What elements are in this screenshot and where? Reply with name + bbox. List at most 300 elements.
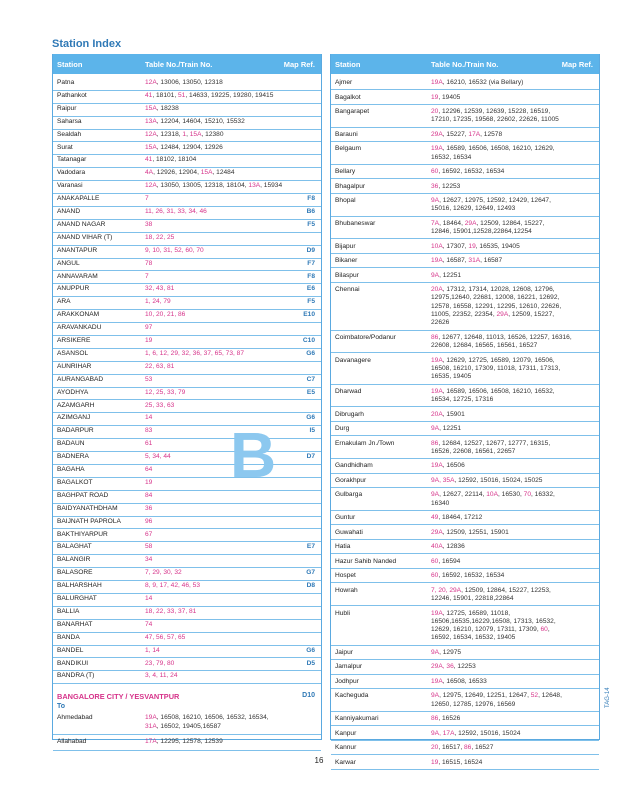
train-segment: , 12253 (438, 182, 461, 190)
table-row (331, 130, 599, 142)
train-segment: , 16502, 19405,16587 (156, 722, 221, 730)
train-segment: , 12592, 15016, 15024, 15025 (454, 476, 543, 484)
train-segment: 74 (145, 620, 153, 628)
table-row (53, 659, 321, 672)
train-list (145, 92, 305, 100)
train-list (431, 197, 591, 214)
table-row (331, 439, 599, 460)
train-list (431, 257, 591, 265)
train-list (145, 156, 305, 164)
table-row (53, 517, 321, 530)
station-name: BALANGIR (57, 556, 91, 564)
train-list (145, 131, 305, 139)
station-name: ANANTAPUR (57, 246, 98, 254)
table-row (331, 144, 599, 165)
station-name: ASANSOL (57, 349, 89, 357)
train-list (145, 402, 305, 410)
train-segment: , 16589, 16506, 16508, 16210, 16532, (442, 387, 555, 395)
station-name: Bijapur (335, 242, 356, 250)
train-list (145, 195, 305, 203)
train-segment: 19 (468, 242, 476, 250)
train-line (431, 197, 591, 205)
table-row (331, 182, 599, 194)
header-station: Station (335, 60, 361, 69)
train-list (431, 94, 591, 102)
train-list (145, 260, 305, 268)
train-segment: , 16210, 16532 (via Bellary) (442, 79, 524, 86)
train-segment: 32, 43, 81 (145, 285, 175, 293)
train-segment: 17A (145, 738, 157, 746)
station-name: Gorakhpur (335, 476, 367, 484)
table-row (53, 620, 321, 633)
station-name: ANAND VIHAR (T) (57, 233, 113, 241)
train-list (145, 595, 305, 603)
train-list (431, 529, 591, 537)
train-segment: 86 (431, 715, 439, 723)
station-name: Patna (57, 79, 75, 86)
train-segment: , 12975 (439, 648, 462, 656)
table-row (53, 259, 321, 272)
train-segment: , 12380 (201, 130, 224, 138)
station-name: Kanniyakumari (335, 715, 379, 723)
train-segment: 60 (431, 572, 439, 580)
station-name: Chennai (335, 286, 360, 294)
train-segment: 47, 56, 57, 65 (145, 633, 186, 641)
train-segment: , 16592, 16532, 16534 (438, 168, 505, 176)
train-line (431, 257, 591, 265)
train-segment: , 16530, (498, 491, 524, 499)
station-name: Hubli (335, 609, 351, 617)
train-segment: 9A (431, 692, 440, 700)
table-row (331, 557, 599, 569)
train-segment: , 16535, 19405 (475, 242, 520, 250)
table-row (331, 648, 599, 660)
train-line (431, 342, 591, 350)
train-line (145, 723, 305, 731)
train-list (145, 582, 305, 590)
train-segment: 9A, 17A (431, 729, 455, 737)
train-segment: 9A (431, 491, 440, 499)
train-line (431, 425, 591, 433)
table-row (53, 246, 321, 259)
table-row (53, 633, 321, 646)
table-row (53, 143, 321, 156)
train-segment: 16506,16535,16229,16508, 17313, 16532, (431, 617, 556, 625)
map-ref: I5 (309, 427, 315, 435)
train-list (145, 543, 305, 551)
table-row (331, 167, 599, 179)
table-row (331, 387, 599, 408)
map-ref: G7 (306, 569, 315, 577)
train-line (431, 116, 591, 124)
train-list (431, 388, 591, 405)
page-title: Station Index (52, 38, 122, 50)
train-segment: , 16587 (480, 257, 503, 265)
table-row (53, 297, 321, 310)
train-line (431, 228, 591, 236)
table-row (331, 356, 599, 385)
station-name: ARSIKERE (57, 337, 91, 344)
train-list (145, 414, 305, 422)
station-name: Bangarapet (335, 108, 370, 115)
table-row (331, 93, 599, 105)
train-line (431, 649, 591, 657)
table-row (53, 194, 321, 207)
train-line (431, 558, 591, 566)
train-segment: , 12629, 12725, 16589, 12079, 16506, (442, 356, 555, 364)
station-name: BALASORE (57, 569, 93, 577)
train-segment: 1 (182, 130, 187, 138)
station-name: Jamalpur (335, 663, 363, 671)
train-list (145, 311, 305, 319)
train-line (431, 334, 591, 342)
station-name: ANAKAPALLE (57, 195, 100, 203)
train-line (431, 388, 591, 396)
train-segment: 7, 20, 29A (431, 586, 462, 594)
train-list (431, 79, 591, 87)
table-row (53, 220, 321, 233)
station-name: BAIDYANATHDHAM (57, 504, 118, 512)
train-segment: 22626 (431, 319, 450, 327)
train-segment: 22608, 12684, 16565, 16561, 16527 (431, 342, 538, 350)
train-segment: 36 (431, 182, 439, 190)
table-row (331, 333, 599, 354)
train-segment: 11, 26, 31, 33, 34, 46 (145, 208, 207, 215)
train-segment: , 15901 (442, 410, 465, 418)
train-line (431, 701, 591, 709)
train-segment: , 12725, 16589, 11018, (442, 609, 511, 617)
table-row (331, 424, 599, 436)
station-name: Hatia (335, 543, 351, 551)
train-list (431, 572, 591, 580)
train-segment: , 19405 (438, 93, 461, 101)
station-name: Durg (335, 425, 350, 433)
train-segment: 15016, 12629, 12649, 12493 (431, 205, 516, 213)
train-segment: 10, 20, 21, 86 (145, 311, 186, 319)
train-list (145, 440, 305, 448)
train-line (431, 294, 591, 302)
train-segment: , 16592, 16532, 16534 (438, 572, 505, 580)
table-row (53, 310, 321, 323)
map-ref: B6 (306, 208, 315, 215)
station-name: Belgaum (335, 145, 362, 153)
table-row (331, 528, 599, 540)
station-name: BALLIA (57, 607, 80, 615)
station-name: Hazur Sahib Nanded (335, 557, 397, 565)
map-ref: E5 (306, 388, 315, 396)
train-line (431, 108, 591, 116)
train-list (431, 744, 591, 752)
train-line (431, 154, 591, 162)
table-row (331, 677, 599, 689)
station-name: Kacheguda (335, 692, 369, 700)
table-row (53, 233, 321, 246)
station-name: Howrah (335, 586, 358, 594)
table-row (53, 78, 321, 91)
train-list (431, 678, 591, 686)
table-row (53, 284, 321, 297)
train-segment: 34 (145, 556, 153, 564)
train-line (431, 183, 591, 191)
train-list (145, 118, 305, 126)
train-segment: , 12253 (453, 663, 476, 671)
train-list (145, 169, 305, 177)
train-segment: , 12627, 22114, (439, 491, 487, 499)
train-segment: 51 (178, 91, 186, 99)
train-line (431, 94, 591, 102)
train-segment: , 18238 (156, 104, 179, 112)
map-ref: D7 (306, 453, 315, 461)
train-segment: , 16332, (531, 491, 555, 499)
station-name: Tatanagar (57, 156, 87, 164)
train-segment: 19A (431, 356, 443, 364)
station-name: Bikaner (335, 257, 358, 265)
train-segment: 1, 24, 79 (145, 298, 171, 306)
train-segment: , 12484, 12904, 12926 (156, 143, 223, 151)
table-row (53, 452, 321, 465)
train-segment: 19 (145, 478, 153, 486)
table-row (53, 671, 321, 684)
train-segment: 14 (145, 595, 153, 602)
train-list (145, 144, 305, 152)
train-segment: 86 (431, 333, 439, 341)
station-name: BANARHAT (57, 620, 93, 628)
train-segment: , 16527 (471, 744, 494, 752)
train-list (145, 324, 305, 332)
train-segment: 16508, 16210, 17309, 11018, 17311, 17313, (431, 364, 561, 372)
table-row (53, 478, 321, 491)
station-name: Vadodara (57, 169, 86, 177)
train-segment: , 16508, 16210, 16506, 16532, 16534, (156, 714, 269, 722)
train-segment: 13A (145, 117, 157, 125)
table-row (53, 646, 321, 659)
train-segment: 5, 34, 44 (145, 453, 171, 461)
train-segment: 20A (431, 410, 443, 418)
train-segment: 12A (145, 182, 157, 190)
train-list (431, 730, 591, 738)
train-segment: 86 (431, 439, 439, 447)
train-line (431, 663, 591, 671)
train-segment: , 16594 (438, 557, 461, 565)
station-name: Raipur (57, 104, 77, 112)
train-segment: , 18101, (152, 91, 179, 99)
train-list (431, 440, 591, 457)
header-mapref: Map Ref. (561, 60, 593, 69)
train-segment: 19A (431, 677, 443, 685)
table-row (53, 568, 321, 581)
table-row (53, 426, 321, 439)
station-name: BALHARSHAH (57, 582, 102, 590)
train-segment: , 16589, 16506, 16508, 16210, 12629, (442, 145, 555, 153)
station-name: Gulbarga (335, 491, 363, 499)
train-list (431, 610, 591, 643)
train-segment: 16535, 19405 (431, 373, 472, 381)
train-segment: 96 (145, 517, 153, 525)
train-line (431, 587, 591, 595)
station-name: BAGHPAT ROAD (57, 491, 109, 499)
station-name: AYODHYA (57, 388, 89, 396)
train-list (431, 715, 591, 723)
train-list (145, 672, 305, 680)
station-name: Ajmer (335, 79, 353, 86)
table-row (53, 713, 321, 735)
train-line (431, 79, 591, 87)
table-row (53, 491, 321, 504)
train-list (145, 273, 305, 281)
train-segment: , 12296, 12539, 12639, 15228, 16519, (438, 108, 551, 115)
train-list (431, 514, 591, 522)
map-ref: C7 (306, 375, 315, 383)
station-name: Guntur (335, 514, 356, 522)
train-segment: 12650, 12785, 12976, 16569 (431, 700, 516, 708)
header-trains: Table No./Train No. (145, 60, 213, 69)
map-ref: F5 (307, 298, 315, 306)
table-row (331, 242, 599, 254)
station-name: Bhopal (335, 197, 356, 205)
station-name: BANDIKUI (57, 659, 89, 667)
train-list (145, 569, 305, 577)
station-name: BANDEL (57, 646, 84, 654)
train-segment: 29A (464, 219, 477, 227)
train-line (431, 168, 591, 176)
train-segment: 25, 33, 63 (145, 401, 175, 409)
train-segment: 70 (523, 491, 532, 499)
table-row (331, 586, 599, 607)
train-line (431, 626, 591, 634)
train-segment: 20 (431, 108, 439, 115)
train-list (145, 363, 305, 371)
table-row (53, 181, 321, 194)
train-segment: 7, 29, 30, 32 (145, 569, 182, 577)
table-row (53, 349, 321, 362)
station-name: BALURGHAT (57, 595, 97, 602)
table-row (53, 91, 321, 104)
train-segment: 15A (145, 143, 157, 151)
train-segment: , 12251 (439, 271, 462, 279)
train-segment: 29A, 36 (431, 663, 454, 671)
train-list (431, 411, 591, 419)
train-line (431, 491, 591, 499)
train-segment: , 12251 (439, 425, 462, 433)
train-line (431, 272, 591, 280)
table-row (331, 490, 599, 511)
train-list (145, 660, 305, 668)
station-name: Guwahati (335, 528, 363, 536)
train-segment: , 15227, (442, 130, 469, 138)
train-line (431, 440, 591, 448)
table-row (331, 196, 599, 217)
train-line (431, 634, 591, 642)
table-row (53, 130, 321, 143)
train-list (431, 663, 591, 671)
train-segment: , 16587, (442, 257, 469, 265)
train-segment: 19A (431, 387, 443, 395)
train-list (145, 608, 305, 616)
table-row (53, 207, 321, 220)
train-segment: , 12484 (212, 169, 235, 177)
train-segment: 67 (145, 530, 153, 538)
station-name: BAGALKOT (57, 478, 93, 486)
map-ref: F5 (307, 220, 315, 228)
train-list (145, 634, 305, 642)
right-column (330, 54, 600, 766)
table-row (53, 504, 321, 517)
train-list (431, 558, 591, 566)
train-segment: 84 (145, 491, 153, 499)
train-segment: 40A (431, 543, 443, 551)
train-list (145, 182, 305, 190)
train-segment: , 16508, 16533 (442, 677, 487, 685)
train-list (145, 505, 305, 513)
table-row (53, 542, 321, 555)
train-segment: , 12578 (480, 130, 503, 138)
table-row (331, 256, 599, 268)
train-segment: 10A (431, 242, 443, 250)
section-heading: BANGALORE CITY / YESVANTPUR (57, 692, 180, 702)
map-ref: D5 (306, 659, 315, 667)
table-row (53, 168, 321, 181)
train-list (431, 286, 591, 327)
train-line (431, 529, 591, 537)
train-segment: 17210, 17235, 19568, 22602, 22626, 11005 (431, 116, 559, 124)
station-name: Gandhidham (335, 462, 373, 470)
train-segment: 53 (145, 375, 153, 383)
train-segment: , 12677, 12648, 11013, 16526, 12257, 16316, (438, 333, 572, 341)
train-line (431, 220, 591, 228)
station-name: ANGUL (57, 259, 80, 267)
train-line (431, 572, 591, 580)
table-row (53, 439, 321, 452)
station-name: BADNERA (57, 453, 89, 461)
table-row (331, 461, 599, 473)
station-name: AZIMGANJ (57, 414, 91, 422)
map-ref: F7 (307, 259, 315, 267)
train-segment: 12846, 15901,12528,22864,12254 (431, 228, 532, 236)
train-list (145, 221, 305, 229)
table-row (53, 530, 321, 543)
table-row (53, 362, 321, 375)
train-segment: 41 (145, 156, 153, 164)
train-line (431, 373, 591, 381)
train-line (431, 365, 591, 373)
station-name: Varanasi (57, 182, 83, 190)
train-segment: , 17307, (442, 242, 469, 250)
train-segment: 12578, 16558, 12291, 12295, 12610, 22626, (431, 302, 562, 310)
train-line (431, 286, 591, 294)
header-mapref: Map Ref. (283, 60, 315, 69)
table-row (53, 413, 321, 426)
train-segment: , 12684, 12527, 12677, 12777, 16315, (438, 439, 551, 447)
map-ref: E6 (306, 285, 315, 293)
train-segment: 15A (145, 104, 157, 112)
train-segment: 19A (431, 609, 443, 617)
table-row (53, 581, 321, 594)
map-ref: D8 (306, 582, 315, 590)
train-segment: 9A (431, 648, 440, 656)
train-line (431, 610, 591, 618)
train-list (145, 556, 305, 564)
map-ref: G6 (306, 414, 315, 422)
train-list (145, 621, 305, 629)
train-segment: 83 (145, 427, 153, 435)
train-segment: 16526, 22608, 16561, 22657 (431, 447, 516, 455)
train-segment: 7 (145, 195, 149, 203)
train-segment: 16534, 12725, 17316 (431, 396, 494, 404)
train-segment: 29A (431, 130, 443, 138)
station-name: Karwar (335, 758, 356, 766)
station-name: AUNRIHAR (57, 362, 92, 370)
train-segment: 19A (431, 257, 443, 265)
